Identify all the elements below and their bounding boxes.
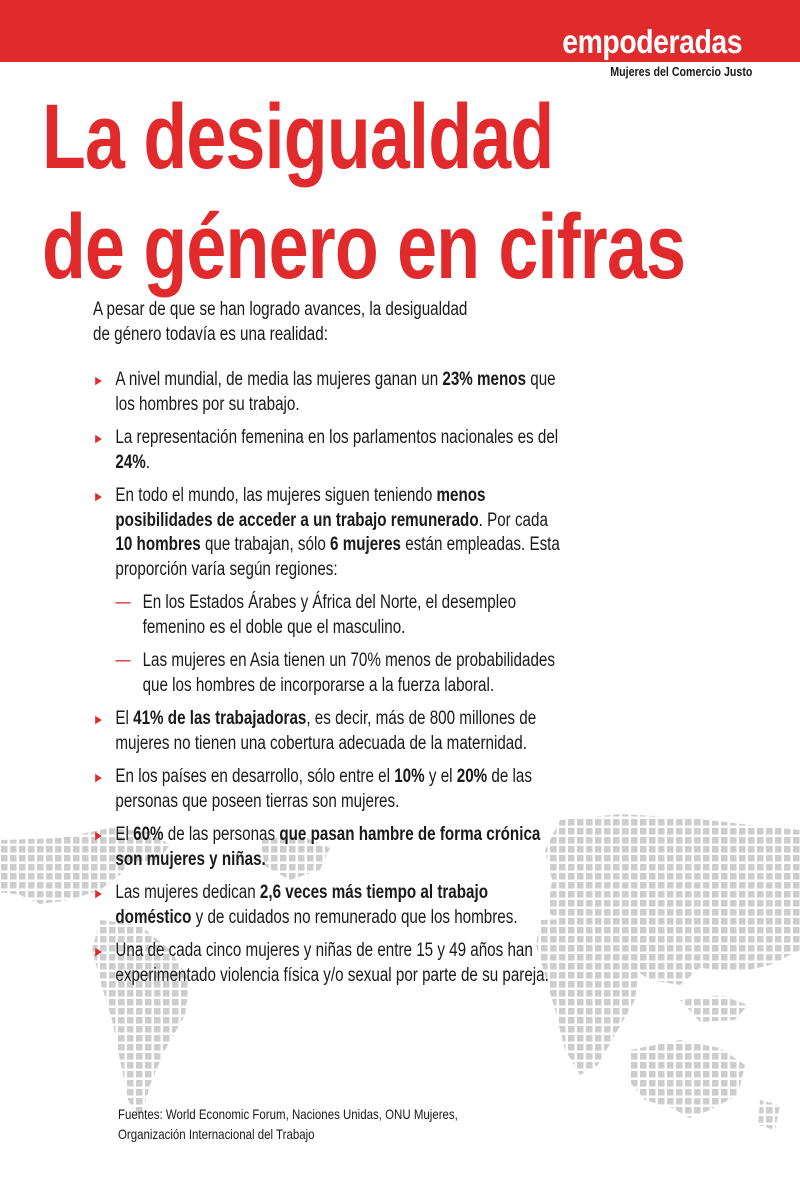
- list-item: ► Una de cada cinco mujeres y niñas de entre 15 y 49 años han experimentado violencia física y/o sexual por parte de su pareja.: [93, 940, 549, 986]
- main-content: [93, 298, 560, 997]
- dash-bullet-icon: —: [115, 592, 131, 613]
- triangle-bullet-icon: ►: [93, 827, 105, 843]
- list-item: ► El 60% de las personas que pasan hambre de forma crónica son mujeres y niñas.: [93, 824, 541, 870]
- list-item: ► La representación femenina en los parlamentos nacionales es del 24%.: [93, 427, 559, 473]
- facts-list: [93, 368, 560, 988]
- list-item: ► En todo el mundo, las mujeres siguen teniendo menos posibilidades de acceder a un trabajo remunerado. Por cada 10 hombres que trabajan, sólo 6 mujeres están empleadas. Esta proporción varía según regiones: — En los Estados Árabes y África del Norte, el desempleo femenino es el doble que el masculino. — Las mujeres en Asia tienen un 70% menos de probabilidades que los hombres de incorporarse a la fuerza laboral.: [93, 484, 563, 698]
- brand-logo: empoderadas: [562, 23, 742, 60]
- title-line-1: La desigualdad: [42, 86, 554, 188]
- page-title: [42, 82, 685, 302]
- regional-sublist: [115, 591, 563, 698]
- sources-footnote: Fuentes: World Economic Forum, Naciones Unidas, ONU Mujeres, Organización Internacional del Trabajo: [118, 1106, 458, 1142]
- triangle-bullet-icon: ►: [93, 430, 105, 446]
- sublist-item: — En los Estados Árabes y África del Norte, el desempleo femenino es el doble que el masculino.: [115, 592, 517, 638]
- list-item: ► A nivel mundial, de media las mujeres ganan un 23% menos que los hombres por su trabajo.: [93, 369, 556, 415]
- list-item: ► Las mujeres dedican 2,6 veces más tiempo al trabajo doméstico y de cuidados no remunerado que los hombres.: [93, 882, 518, 928]
- triangle-bullet-icon: ►: [93, 769, 105, 785]
- list-item: ► En los países en desarrollo, sólo entre el 10% y el 20% de las personas que poseen tierras son mujeres.: [93, 766, 532, 812]
- title-line-2: de género en cifras: [42, 196, 686, 298]
- triangle-bullet-icon: ►: [93, 885, 105, 901]
- brand-tagline: Mujeres del Comercio Justo: [609, 64, 752, 79]
- triangle-bullet-icon: ►: [93, 372, 105, 388]
- sublist-item: — Las mujeres en Asia tienen un 70% menos de probabilidades que los hombres de incorporarse a la fuerza laboral.: [115, 650, 555, 696]
- intro-paragraph: A pesar de que se han logrado avances, la desigualdad de género todavía es una realidad:: [93, 299, 468, 345]
- dash-bullet-icon: —: [115, 650, 131, 671]
- triangle-bullet-icon: ►: [93, 943, 105, 959]
- list-item: ► El 41% de las trabajadoras, es decir, más de 800 millones de mujeres no tienen una cobertura adecuada de la maternidad.: [93, 708, 537, 754]
- triangle-bullet-icon: ►: [93, 488, 105, 504]
- triangle-bullet-icon: ►: [93, 711, 105, 727]
